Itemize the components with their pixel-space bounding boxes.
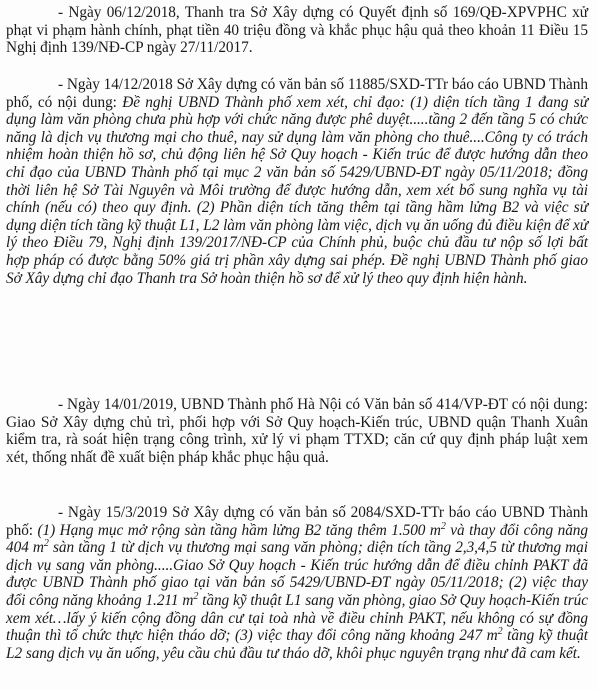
paragraph-decision-169 <box>6 4 588 57</box>
paragraph-report-2084 <box>6 504 588 662</box>
paragraph-quote-part: tầng kỹ thuật L2 sang dịch vụ ăn uống, yêu cầu chủ đầu tư tháo dỡ, khôi phục nguyên trạng như đã cam kết. <box>6 627 588 662</box>
superscript: 2 <box>440 520 446 532</box>
paragraph-quote: Đề nghị UBND Thành phố xem xét, chỉ đạo: (1) diện tích tầng 1 đang sử dụng làm văn phòng chưa phù hợp với chức năng được phê duyệt.....tầng 2 đến tầng 5 có chức năng là dịch vụ thương mại cho thuê, nay sử dụng làm văn phòng cho thuê....Công ty có trách nhiệm hoàn thiện hồ sơ, chủ động liên hệ Sở Quy hoạch - Kiến trúc để được hướng dẫn theo chỉ đạo của UBND Thành phố tại mục 2 văn bản số 5429/UBND-ĐT ngày 05/11/2018; đồng thời liên hệ Sở Tài Nguyên và Môi trường để được hướng dẫn, xem xét bổ sung nghĩa vụ tài chính (nếu có) theo quy định. (2) Phần diện tích tăng thêm tại tầng hầm lửng B2 và việc sử dụng diện tích tầng kỹ thuật L1, L2 làm văn phòng làm việc, dịch vụ ăn uống đủ điều kiện để xử lý theo Điều 79, Nghị định 139/2017/NĐ-CP của Chính phủ, buộc chủ đầu tư nộp số lợi bất hợp pháp có được bằng 50% giá trị phần xây dựng sai phép. Đề nghị UBND Thành phố giao Sở Xây dựng chỉ đạo Thanh tra Sở hoàn thiện hồ sơ để xử lý theo quy định hiện hành. <box>6 93 589 287</box>
paragraph-quote-part: (1) Hạng mục mở rộng sàn tầng hầm lửng B2 tăng thêm 1.500 m <box>37 521 441 539</box>
paragraph-document-414 <box>6 396 588 466</box>
paragraph-intro: - Ngày 14/12/2018 Sở Xây dựng có văn bản số 11885/SXD-TTr báo cáo UBND Thành phố, có nội dung: <box>6 76 588 111</box>
paragraph-intro: - Ngày 15/3/2019 Sở Xây dựng có văn bản số 2084/SXD-TTr báo cáo UBND Thành phố: <box>6 504 588 539</box>
paragraph-quote-part: và thay đổi công năng 404 m <box>6 521 588 557</box>
paragraph-text: - Ngày 06/12/2018, Thanh tra Sở Xây dựng có Quyết định số 169/QĐ-XPVPHC xử phạt vi phạm hành chính, phạt tiền 40 triệu đồng và khắc phục hậu quả theo khoản 11 Điều 15 Nghị định 139/NĐ-CP ngày 27/11/2017. <box>6 4 588 57</box>
superscript: 2 <box>43 538 49 550</box>
paragraph-quote-part: sàn tầng 1 từ dịch vụ thương mại sang văn phòng; diện tích tầng 2,3,4,5 từ thương mại dịch vụ sang văn phòng.....Giao Sở Quy hoạch - Kiến trúc hướng dẫn để điều chỉnh PAKT đã được UBND Thành phố giao tại văn bản số 5429/UBND-ĐT ngày 05/11/2018; (2) việc thay đổi công năng khoảng 1.211 m <box>6 539 588 609</box>
superscript: 2 <box>193 590 199 602</box>
paragraph-text: - Ngày 14/01/2019, UBND Thành phố Hà Nội có Văn bản số 414/VP-ĐT có nội dung: Giao Sở Xây dựng chủ trì, phối hợp với Sở Quy hoạch-Kiến trúc, UBND quận Thanh Xuân kiểm tra, rà soát hiện trạng công trình, xử lý vi phạm TTXD; căn cứ quy định pháp luật xem xét, thống nhất đề xuất biện pháp khắc phục hậu quả. <box>6 396 588 466</box>
paragraph-report-11885 <box>6 76 588 287</box>
paragraph-quote-part: tầng kỹ thuật L1 sang văn phòng, giao Sở Quy hoạch-Kiến trúc xem xét…lấy ý kiến cộng đồng dân cư tại toà nhà về điều chỉnh PAKT, nếu không có sự đồng thuận thì tổ chức thực hiện tháo dỡ; (3) việc thay đổi công năng khoảng 247 m <box>6 591 588 645</box>
superscript: 2 <box>497 626 503 638</box>
